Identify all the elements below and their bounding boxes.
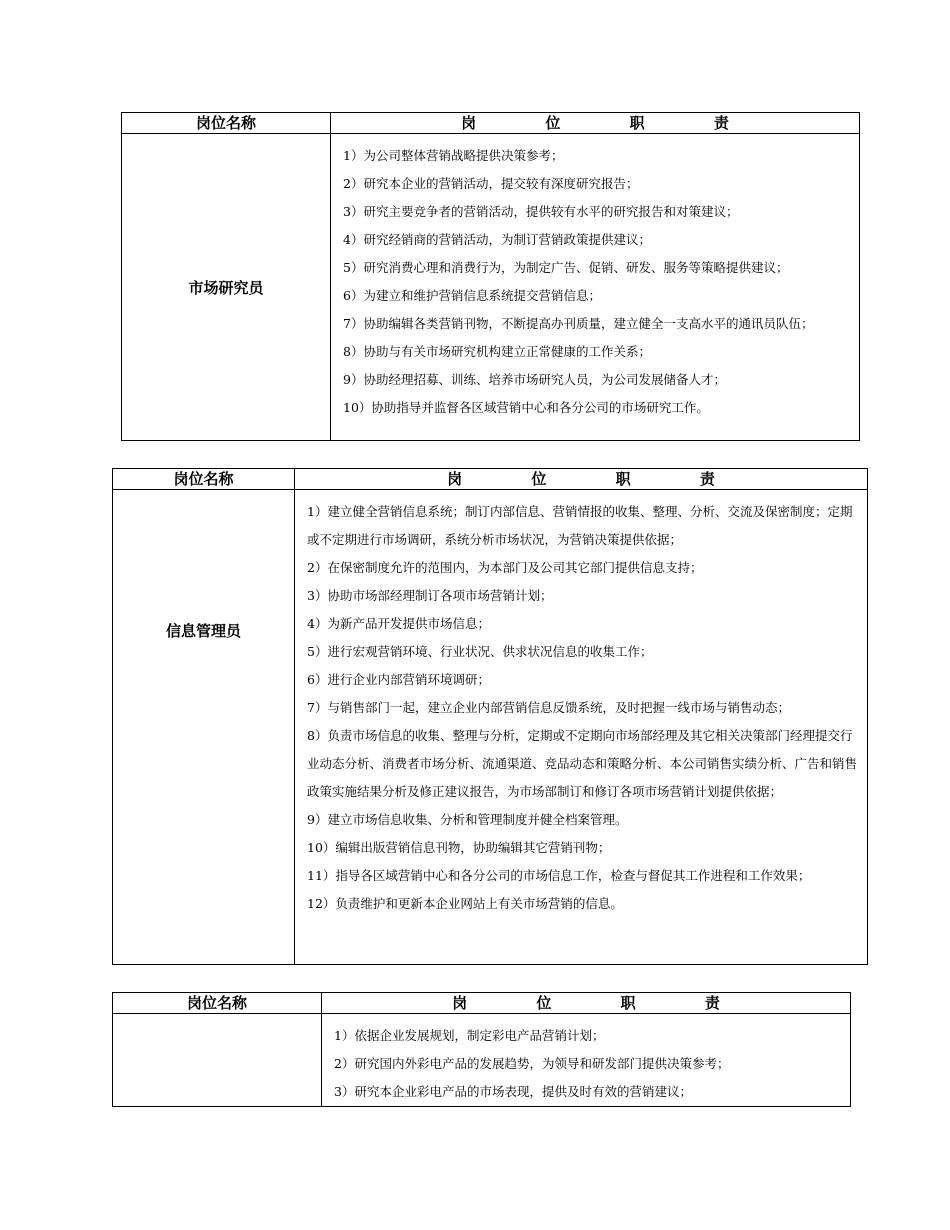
duty-item: 4）为新产品开发提供市场信息； <box>307 616 490 631</box>
duty-item: 2）在保密制度允许的范围内，为本部门及公司其它部门提供信息支持； <box>307 560 703 575</box>
duty-item: 3）研究主要竞争者的营销活动，提供较有水平的研究报告和对策建议； <box>343 204 739 219</box>
header-duty: 岗 位 职 责 <box>295 469 868 490</box>
duty-item: 9）建立市场信息收集、分析和管理制度并健全档案管理。 <box>307 812 628 827</box>
duty-item: 1）建立健全营销信息系统；制订内部信息、营销情报的收集、整理、分析、交流及保密制度；定期或不定期进行市场调研，系统分析市场状况，为营销决策提供依据； <box>307 504 853 547</box>
duty-list <box>307 498 867 918</box>
position-title <box>113 1014 322 1107</box>
table-header-row <box>113 469 868 490</box>
duty-item: 5）进行宏观营销环境、行业状况、供求状况信息的收集工作； <box>307 644 653 659</box>
header-position-name: 岗位名称 <box>113 993 322 1014</box>
table-header-row <box>113 993 851 1014</box>
duty-list-cell <box>322 1014 851 1107</box>
duty-item: 9）协助经理招募、训练、培养市场研究人员，为公司发展储备人才； <box>343 372 726 387</box>
duty-item: 1）依据企业发展规划，制定彩电产品营销计划； <box>334 1028 605 1043</box>
duty-item: 8）协助与有关市场研究机构建立正常健康的工作关系； <box>343 344 651 359</box>
header-position-name: 岗位名称 <box>122 113 331 134</box>
header-position-name: 岗位名称 <box>113 469 295 490</box>
position-title: 信息管理员 <box>113 490 295 965</box>
table-row <box>122 134 860 441</box>
duty-item: 6）进行企业内部营销环境调研； <box>307 672 490 687</box>
duty-item: 8）负责市场信息的收集、整理与分析，定期或不定期向市场部经理及其它相关决策部门经理提交行业动态分析、消费者市场分析、流通渠道、竞品动态和策略分析、本公司销售实绩分析、广告和销售政策实施结果分析及修正建议报告，为市场部制订和修订各项市场营销计划提供依据； <box>307 728 858 799</box>
duty-item: 11）指导各区域营销中心和各分公司的市场信息工作，检查与督促其工作进程和工作效果； <box>307 868 811 883</box>
duty-list <box>334 1022 850 1106</box>
duty-list-cell <box>331 134 860 441</box>
header-duty: 岗 位 职 责 <box>331 113 860 134</box>
duty-item: 6）为建立和维护营销信息系统提交营销信息； <box>343 288 601 303</box>
header-duty: 岗 位 职 责 <box>322 993 851 1014</box>
duty-item: 3）研究本企业彩电产品的市场表现，提供及时有效的营销建议； <box>334 1084 692 1099</box>
table-row <box>113 1014 851 1107</box>
duty-item: 2）研究本企业的营销活动，提交较有深度研究报告； <box>343 176 639 191</box>
duty-list-cell <box>295 490 868 965</box>
duty-list <box>343 142 859 422</box>
duty-item: 4）研究经销商的营销活动，为制订营销政策提供建议； <box>343 232 651 247</box>
duty-item: 1）为公司整体营销战略提供决策参考； <box>343 148 564 163</box>
duty-item: 10）编辑出版营销信息刊物，协助编辑其它营销刊物； <box>307 840 611 855</box>
duty-item: 10）协助指导并监督各区域营销中心和各分公司的市场研究工作。 <box>343 400 709 415</box>
duty-item: 12）负责维护和更新本企业网站上有关市场营销的信息。 <box>307 896 623 911</box>
duty-item: 2）研究国内外彩电产品的发展趋势，为领导和研发部门提供决策参考； <box>334 1056 730 1071</box>
duty-table-2 <box>112 468 868 965</box>
duty-item: 3）协助市场部经理制订各项市场营销计划； <box>307 588 553 603</box>
table-header-row <box>122 113 860 134</box>
table-row <box>113 490 868 965</box>
duty-item: 5）研究消费心理和消费行为，为制定广告、促销、研发、服务等策略提供建议； <box>343 260 789 275</box>
position-title: 市场研究员 <box>122 134 331 441</box>
duty-item: 7）协助编辑各类营销刊物，不断提高办刊质量，建立健全一支高水平的通讯员队伍； <box>343 316 814 331</box>
duty-table-3 <box>112 992 851 1107</box>
duty-item: 7）与销售部门一起，建立企业内部营销信息反馈系统，及时把握一线市场与销售动态； <box>307 700 790 715</box>
duty-table-1 <box>121 112 860 441</box>
